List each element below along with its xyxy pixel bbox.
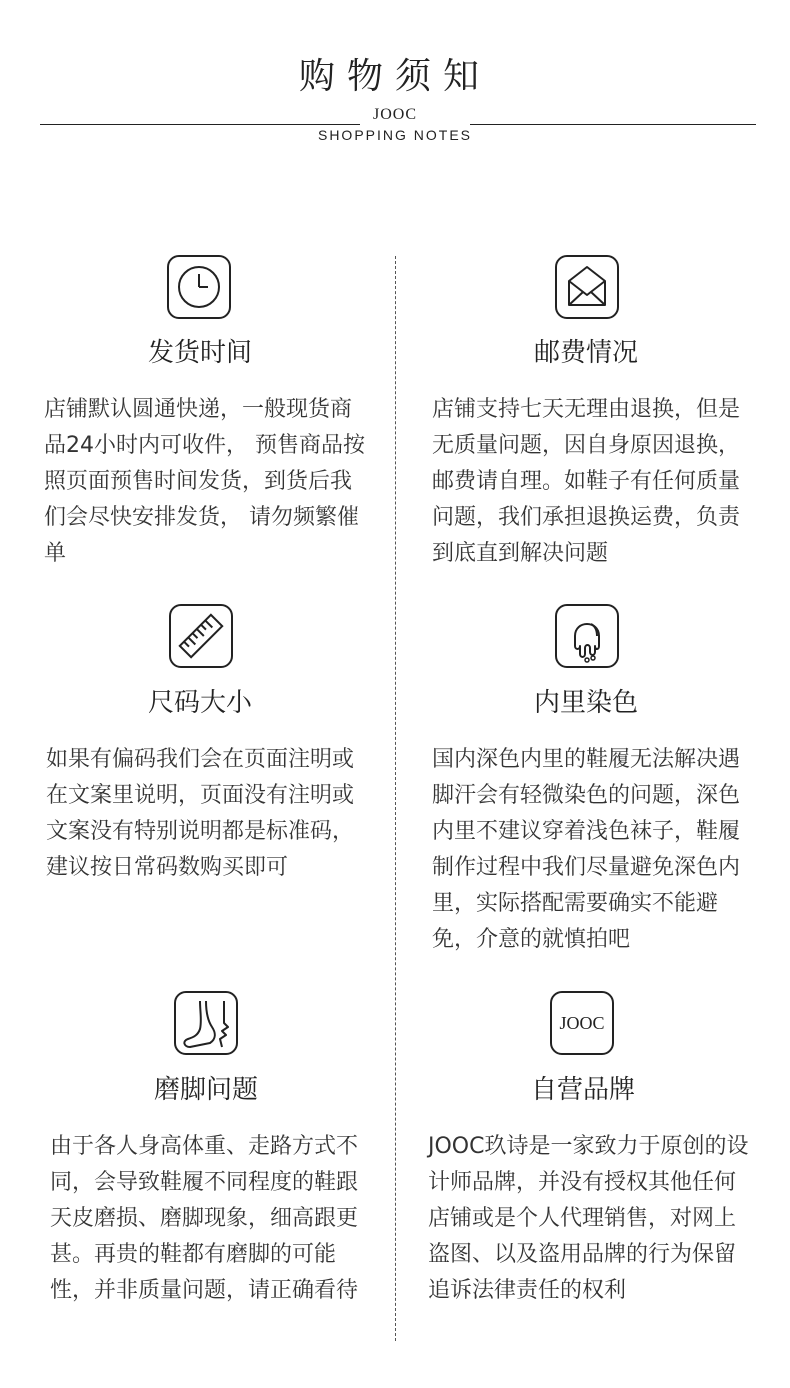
envelope-icon: [555, 255, 619, 319]
clock-icon: [167, 255, 231, 319]
page-subtitle: SHOPPING NOTES: [317, 127, 473, 143]
dye-drip-icon: [555, 604, 619, 668]
jooc-logo-text: JOOC: [559, 1013, 605, 1033]
section-title-chafing: 磨脚问题: [153, 1075, 258, 1105]
jooc-logo-icon: [550, 991, 614, 1055]
header-rule-left: [40, 124, 360, 125]
section-title-size: 尺码大小: [147, 688, 252, 718]
header-rule-right: [470, 124, 756, 125]
ruler-icon: [169, 604, 233, 668]
section-text-own-brand: JOOC玖诗是一家致力于原创的设计师品牌，并没有授权其他任何店铺或是个人代理销售，对网上盗图、以及盗用品牌的行为保留追诉法律责任的权利: [428, 1134, 749, 1303]
section-text-lining-dye: 国内深色内里的鞋履无法解决遇脚汗会有轻微染色的问题，深色内里不建议穿着浅色袜子，鞋履制作过程中我们尽量避免深色内里，实际搭配需要确实不能避免，介意的就慎拍吧: [432, 747, 741, 952]
section-title-shipping: 发货时间: [147, 338, 252, 368]
foot-icon: [174, 991, 238, 1055]
section-text-shipping: 店铺默认圆通快递，一般现货商品24小时内可收件， 预售商品按照页面预售时间发货，到货后我们会尽快安排发货， 请勿频繁催单: [44, 397, 365, 566]
section-text-chafing: 由于各人身高体重、走路方式不同，会导致鞋履不同程度的鞋跟天皮磨损、磨脚现象，细高跟更甚。再贵的鞋都有磨脚的可能性，并非质量问题，请正确看待: [50, 1134, 359, 1303]
section-text-size: 如果有偏码我们会在页面注明或在文案里说明，页面没有注明或文案没有特别说明都是标准码，建议按日常码数购买即可: [46, 747, 355, 880]
column-divider: [395, 256, 396, 1341]
page-title: 购物须知: [298, 56, 491, 97]
brand-name: JOOC: [372, 106, 417, 123]
section-text-postage: 店铺支持七天无理由退换，但是无质量问题，因自身原因退换，邮费请自理。如鞋子有任何质量问题，我们承担退换运费，负责到底直到解决问题: [432, 397, 741, 566]
section-title-postage: 邮费情况: [533, 338, 638, 368]
section-title-own-brand: 自营品牌: [530, 1075, 635, 1105]
section-title-lining-dye: 内里染色: [533, 688, 638, 718]
